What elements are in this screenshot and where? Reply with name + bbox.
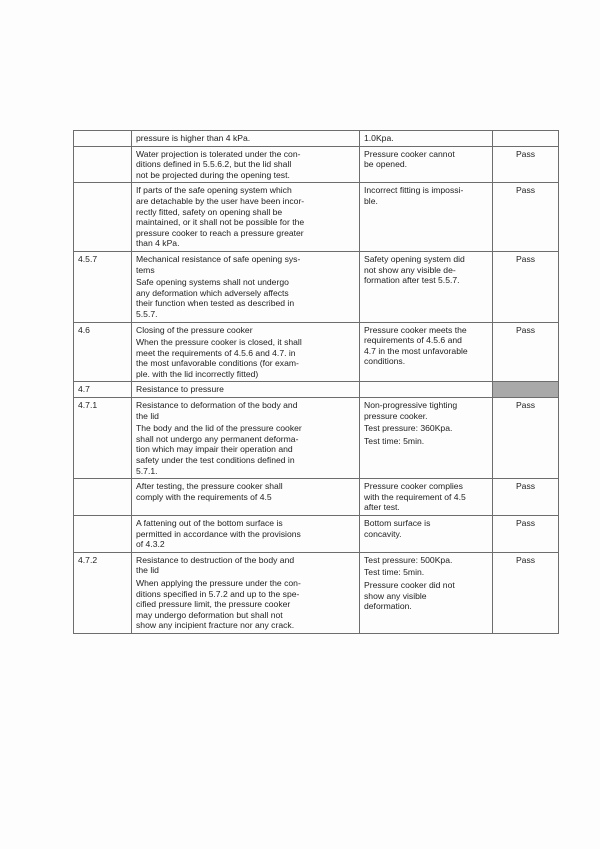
result-text: Pressure cooker complies with the requirement of 4.5 after test. — [364, 481, 466, 513]
clause-number-cell: 4.5.7 — [74, 251, 132, 322]
verdict-cell — [493, 382, 559, 398]
verdict-cell: Pass — [493, 183, 559, 252]
result-text: Test pressure: 360Kpa. — [364, 423, 453, 434]
requirement-text: The body and the lid of the pressure cooker shall not undergo any permanent deforma- tion which may impair their operation and safety under the test conditions defined in 5.7.1. — [136, 423, 302, 476]
clause-number-cell: 4.6 — [74, 322, 132, 382]
result-cell — [360, 398, 493, 479]
result-cell — [360, 183, 493, 252]
verdict-cell: Pass — [493, 146, 559, 183]
clause-number-cell: 4.7.2 — [74, 552, 132, 633]
requirement-cell — [132, 479, 360, 516]
result-cell — [360, 251, 493, 322]
table-row — [74, 479, 559, 516]
table-body — [74, 131, 559, 634]
clause-number-cell — [74, 183, 132, 252]
requirement-text: When the pressure cooker is closed, it shall meet the requirements of 4.5.6 and 4.7. in the most unfavorable conditions (for exam- ple. with the lid incorrectly fitted) — [136, 337, 302, 379]
requirement-cell — [132, 398, 360, 479]
clause-number-cell: 4.7.1 — [74, 398, 132, 479]
verdict-cell — [493, 131, 559, 147]
table-row — [74, 146, 559, 183]
requirement-text: If parts of the safe opening system which are detachable by the user have been incor- rectly fitted, safety on opening shall be maintained, or it shall not be possible for the pressure cooker to reach a pressure greater than 4 kPa. — [136, 185, 305, 249]
result-cell — [360, 146, 493, 183]
requirement-cell — [132, 516, 360, 553]
table-row — [74, 183, 559, 252]
table-row — [74, 322, 559, 382]
result-cell — [360, 382, 493, 398]
clause-number-cell — [74, 516, 132, 553]
verdict-cell: Pass — [493, 251, 559, 322]
verdict-cell: Pass — [493, 479, 559, 516]
table-row — [74, 382, 559, 398]
result-cell — [360, 322, 493, 382]
clause-number-cell: 4.7 — [74, 382, 132, 398]
result-text: Pressure cooker did not show any visible deformation. — [364, 579, 455, 612]
clause-number-cell — [74, 131, 132, 147]
result-text: Pressure cooker meets the requirements of 4.5.6 and 4.7 in the most unfavorable conditions. — [364, 324, 468, 367]
table-row — [74, 131, 559, 147]
result-text: Test time: 5min. — [364, 567, 425, 578]
table-row — [74, 552, 559, 633]
clause-number-cell — [74, 146, 132, 183]
requirement-text: Water projection is tolerated under the con- ditions defined in 5.5.6.2, but the lid shall not be projected during the opening test. — [136, 148, 301, 180]
requirement-text: Mechanical resistance of safe opening sys- tems — [136, 253, 301, 275]
requirement-text: Resistance to pressure — [136, 384, 224, 395]
verdict-cell: Pass — [493, 322, 559, 382]
test-results-table — [73, 130, 559, 634]
result-text: Safety opening system did not show any visible de- formation after test 5.5.7. — [364, 253, 465, 286]
result-text: Test time: 5min. — [364, 435, 425, 446]
table-row — [74, 516, 559, 553]
result-cell — [360, 516, 493, 553]
requirement-text: A fattening out of the bottom surface is permitted in accordance with the provisions of 4.3.2 — [136, 518, 301, 550]
requirement-text: pressure is higher than 4 kPa. — [136, 133, 251, 143]
requirement-cell — [132, 146, 360, 183]
result-text: Test pressure: 500Kpa. — [364, 554, 453, 565]
requirement-text: Resistance to destruction of the body and the lid — [136, 554, 295, 576]
requirement-cell — [132, 322, 360, 382]
verdict-cell: Pass — [493, 516, 559, 553]
table-row — [74, 251, 559, 322]
result-text: Bottom surface is concavity. — [364, 518, 431, 539]
requirement-text: Closing of the pressure cooker — [136, 324, 253, 335]
requirement-text: When applying the pressure under the con- ditions specified in 5.7.2 and up to the spe- cified pressure limit, the pressure cooker may undergo deformation but shall not show any incipient fracture nor any crack. — [136, 577, 301, 631]
requirement-text: Safe opening systems shall not undergo any deformation which adversely affects their function when tested as described in 5.5.7. — [136, 277, 295, 319]
requirement-text: After testing, the pressure cooker shall comply with the requirements of 4.5 — [136, 481, 283, 502]
requirement-text: Resistance to deformation of the body and the lid — [136, 400, 298, 421]
verdict-cell: Pass — [493, 398, 559, 479]
result-text: 1.0Kpa. — [364, 133, 394, 143]
requirement-cell — [132, 552, 360, 633]
requirement-cell — [132, 131, 360, 147]
verdict-cell: Pass — [493, 552, 559, 633]
result-cell — [360, 552, 493, 633]
result-text: Pressure cooker cannot be opened. — [364, 148, 455, 170]
clause-number-cell — [74, 479, 132, 516]
requirement-cell — [132, 251, 360, 322]
result-text: Incorrect fitting is impossi- ble. — [364, 185, 464, 206]
requirement-cell — [132, 382, 360, 398]
result-cell — [360, 479, 493, 516]
result-cell — [360, 131, 493, 147]
requirement-cell — [132, 183, 360, 252]
table-row — [74, 398, 559, 479]
result-text: Non-progressive tighting pressure cooker. — [364, 400, 458, 421]
